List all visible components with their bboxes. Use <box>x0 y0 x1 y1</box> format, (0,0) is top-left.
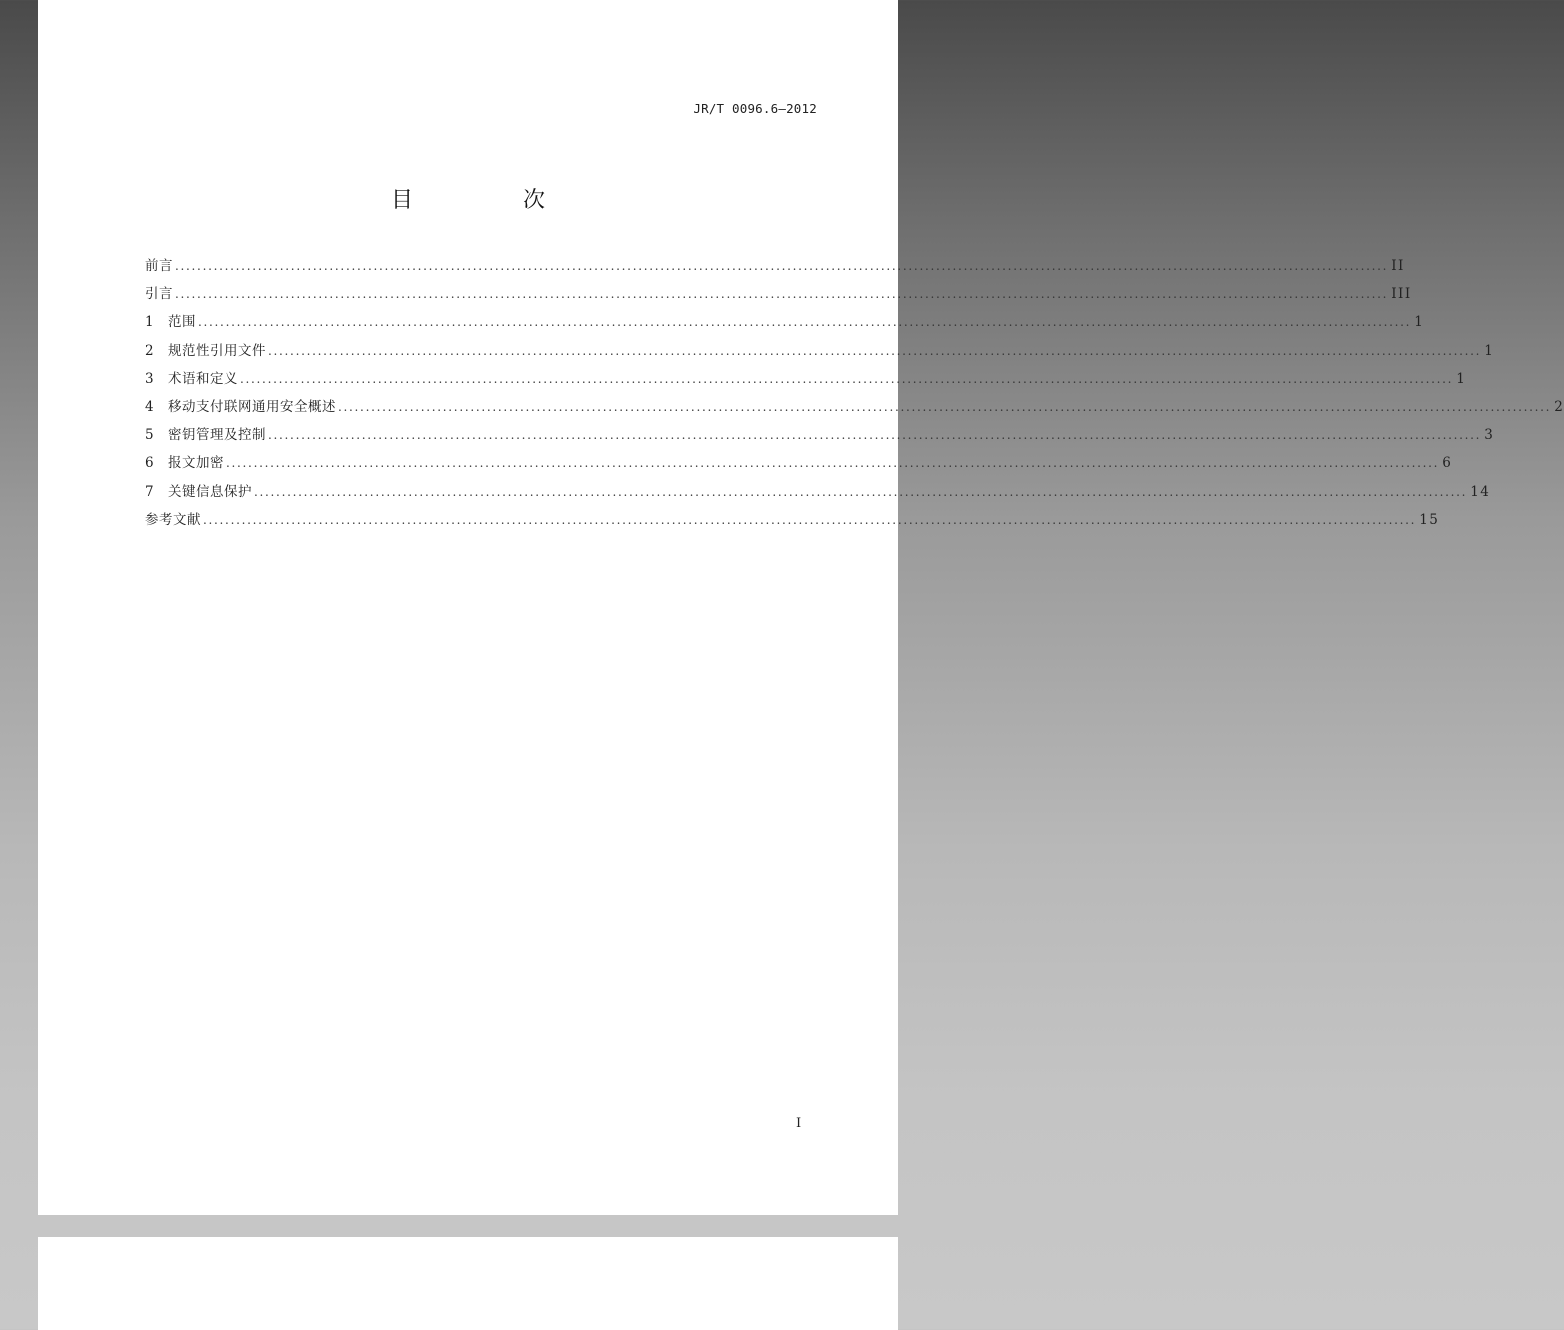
toc-entry-security-overview[interactable] <box>145 397 1564 425</box>
toc-entry-page: 6 <box>1442 455 1453 472</box>
toc-entry-number: 1 <box>145 314 154 331</box>
toc-entry-label: 关键信息保护 <box>168 483 252 500</box>
toc-leader-dots: ............................................................................................................................................................................................................................ <box>226 456 1440 471</box>
toc-entry-page: 15 <box>1419 511 1440 528</box>
toc-entry-label: 规范性引用文件 <box>168 342 266 359</box>
toc-entry-key-management[interactable] <box>145 425 1495 453</box>
toc-leader-dots: ............................................................................................................................................................................................................................ <box>198 315 1412 330</box>
document-page <box>38 0 1564 1215</box>
document-code: JR/T 0096.6—2012 <box>693 101 817 116</box>
toc-entry-page: 14 <box>1470 483 1491 500</box>
toc-entry-number: 6 <box>145 455 154 472</box>
toc-entry-key-info-protection[interactable] <box>145 482 1491 510</box>
toc-entry-page: 1 <box>1456 370 1467 387</box>
toc-entry-number: 4 <box>145 398 154 415</box>
toc-entry-scope[interactable] <box>145 312 1425 340</box>
toc-leader-dots: ............................................................................................................................................................................................................................ <box>338 399 1552 414</box>
toc-entry-bibliography[interactable] <box>145 510 1440 538</box>
toc-entry-label: 术语和定义 <box>168 370 238 387</box>
toc-entry-page: 2 <box>1554 398 1564 415</box>
toc-entry-label: 参考文献 <box>145 511 201 528</box>
toc-entry-number: 3 <box>145 370 154 387</box>
toc-entry-terms-definitions[interactable] <box>145 369 1467 397</box>
toc-entry-page: II <box>1391 258 1405 274</box>
toc-entry-number: 5 <box>145 427 154 444</box>
toc-entry-label: 报文加密 <box>168 455 224 472</box>
toc-entry-number: 2 <box>145 342 154 359</box>
toc-entry-page: 1 <box>1484 342 1495 359</box>
next-page <box>38 1237 898 1330</box>
toc-entry-message-encryption[interactable] <box>145 453 1453 481</box>
toc-entry-page: 3 <box>1484 427 1495 444</box>
toc-leader-dots: ............................................................................................................................................................................................................................ <box>240 371 1454 386</box>
toc-entry-label: 引言 <box>145 286 173 303</box>
page-number: I <box>796 1116 802 1131</box>
toc-entry-label: 移动支付联网通用安全概述 <box>168 398 336 415</box>
toc-entry-preface[interactable] <box>145 256 1405 284</box>
toc-entry-page: III <box>1391 286 1412 303</box>
toc-entry-label: 前言 <box>145 258 173 274</box>
table-of-contents <box>145 256 1564 538</box>
toc-entry-normative-references[interactable] <box>145 341 1495 369</box>
toc-entry-introduction[interactable] <box>145 284 1412 312</box>
toc-leader-dots: ............................................................................................................................................................................................................................ <box>175 259 1389 273</box>
toc-leader-dots: ............................................................................................................................................................................................................................ <box>254 484 1468 499</box>
toc-entry-label: 密钥管理及控制 <box>168 427 266 444</box>
toc-title: 目 次 <box>390 188 589 213</box>
toc-leader-dots: ............................................................................................................................................................................................................................ <box>268 428 1482 443</box>
toc-leader-dots: ............................................................................................................................................................................................................................ <box>203 512 1417 527</box>
toc-entry-page: 1 <box>1414 314 1425 331</box>
toc-entry-label: 范围 <box>168 314 196 331</box>
toc-leader-dots: ............................................................................................................................................................................................................................ <box>268 343 1482 358</box>
toc-leader-dots: ............................................................................................................................................................................................................................ <box>175 287 1389 302</box>
toc-entry-number: 7 <box>145 483 154 500</box>
